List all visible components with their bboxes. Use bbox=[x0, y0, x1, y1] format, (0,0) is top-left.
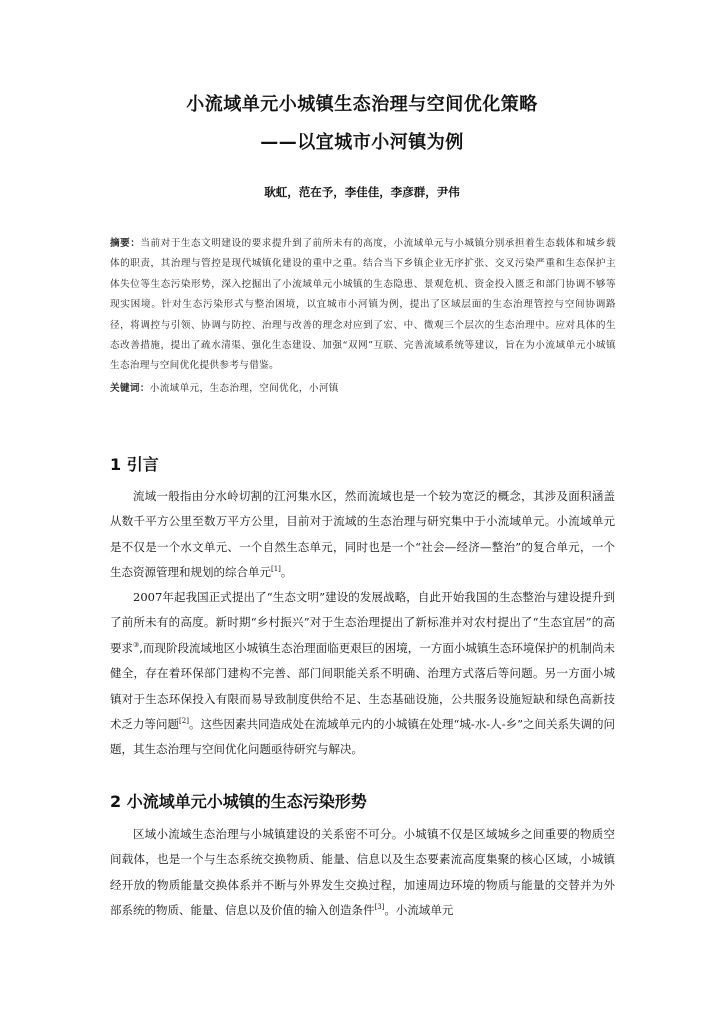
abstract-text: 当前对于生态文明建设的要求提升到了前所未有的高度，小流域单元与小城镇分别承担着生态载体和城乡载体的职责，其治理与管控是现代城镇化建设的重中之重。结合当下乡镇企业无序扩张、交叉污染严重和生态保护主体失位等生态污染形势，深入挖掘出了小流域单元小城镇的生态隐患、景观危机、资金投入匮乏和部门协调不够等现实困境。针对生态污染形式与整治困境，以宜城市小河镇为例，提出了区域层面的生态治理管控与空间协调路径，将调控与引领、协调与防控、治理与改善的理念对应到了宏、中、微观三个层次的生态治理中。应对具体的生态改善措施，提出了疏水清渠、强化生态建设、加强“双网”互联、完善流域系统等建议，旨在为小流域单元小城镇生态治理与空间优化提供参考与借鉴。 bbox=[110, 238, 616, 372]
paragraph-end: 。 bbox=[280, 565, 293, 580]
author-list: 耿虹，范在予，李佳佳，李彦群，尹伟 bbox=[264, 185, 460, 199]
citation-ref: [1] bbox=[271, 565, 281, 574]
paragraph-text: 2007年起我国正式提出了“生态文明”建设的发展战略，自此开始我国的生态整治与建设提升到了前所未有的高度。新时期“乡村振兴”对于生态治理提出了新标准并对农村提出了“生态宜居”的高要求 bbox=[110, 590, 615, 655]
abstract-label: 摘要： bbox=[110, 238, 141, 249]
paragraph-text: 。这些因素共同造成处在流域单元内的小城镇在处理“城-水-人-乡”之间关系失调的问题，其生态治理与空间优化问题亟待研究与解决。 bbox=[110, 717, 616, 757]
section-heading-2: 2 小流域单元小城镇的生态污染形势 bbox=[110, 792, 367, 811]
paragraph-end: 。小流域单元 bbox=[384, 903, 454, 918]
keywords bbox=[110, 380, 616, 394]
section-heading-intro: 1 引言 bbox=[110, 455, 159, 474]
paper-title: 小流域单元小城镇生态治理与空间优化策略 bbox=[186, 94, 538, 115]
intro-paragraph-1 bbox=[110, 484, 615, 586]
section2-paragraph-1 bbox=[110, 822, 615, 924]
paper-subtitle: ——以宜城市小河镇为例 bbox=[260, 132, 464, 153]
paragraph-text: 区域小流域生态治理与小城镇建设的关系密不可分。小城镇不仅是区域城乡之间重要的物质空间载体，也是一个与生态系统交换物质、能量、信息以及生态要素流高度集聚的核心区域，小城镇经开放的物质能量交换体系并不断与外界发生交换过程，加速周边环境的物质与能量的交替并为外部系统的物质、能量、信息以及价值的输入创造条件 bbox=[110, 827, 615, 918]
paragraph-text: 流域一般指由分水岭切割的江河集水区，然而流域也是一个较为宽泛的概念，其涉及面积涵盖从数千平方公里至数万平方公里，目前对于流域的生态治理与研究集中于小流域单元。小流域单元是不仅是一个水文单元、一个自然生态单元，同时也是一个“社会—经济—整治”的复合单元，一个生态资源管理和规划的综合单元 bbox=[110, 489, 615, 580]
footnote-mark: ③ bbox=[133, 640, 140, 649]
keywords-label: 关键词： bbox=[110, 383, 150, 394]
abstract bbox=[110, 234, 616, 377]
keywords-text: 小流域单元，生态治理，空间优化，小河镇 bbox=[149, 383, 339, 394]
citation-ref: [3] bbox=[374, 903, 385, 912]
citation-ref: [2] bbox=[179, 717, 189, 726]
intro-paragraph-2 bbox=[110, 585, 615, 763]
paragraph-text: ,而现阶段流域地区小城镇生态治理面临更艰巨的困境，一方面小城镇生态环境保护的机制尚未健全，存在着环保部门建构不完善、部门间职能关系不明确、治理方式落后等问题。另一方面小城镇对于生态环保投入有限而易导致制度供给不足、生态基础设施，公共服务设施短缺和绿色高新技术乏力等问题 bbox=[110, 640, 616, 732]
